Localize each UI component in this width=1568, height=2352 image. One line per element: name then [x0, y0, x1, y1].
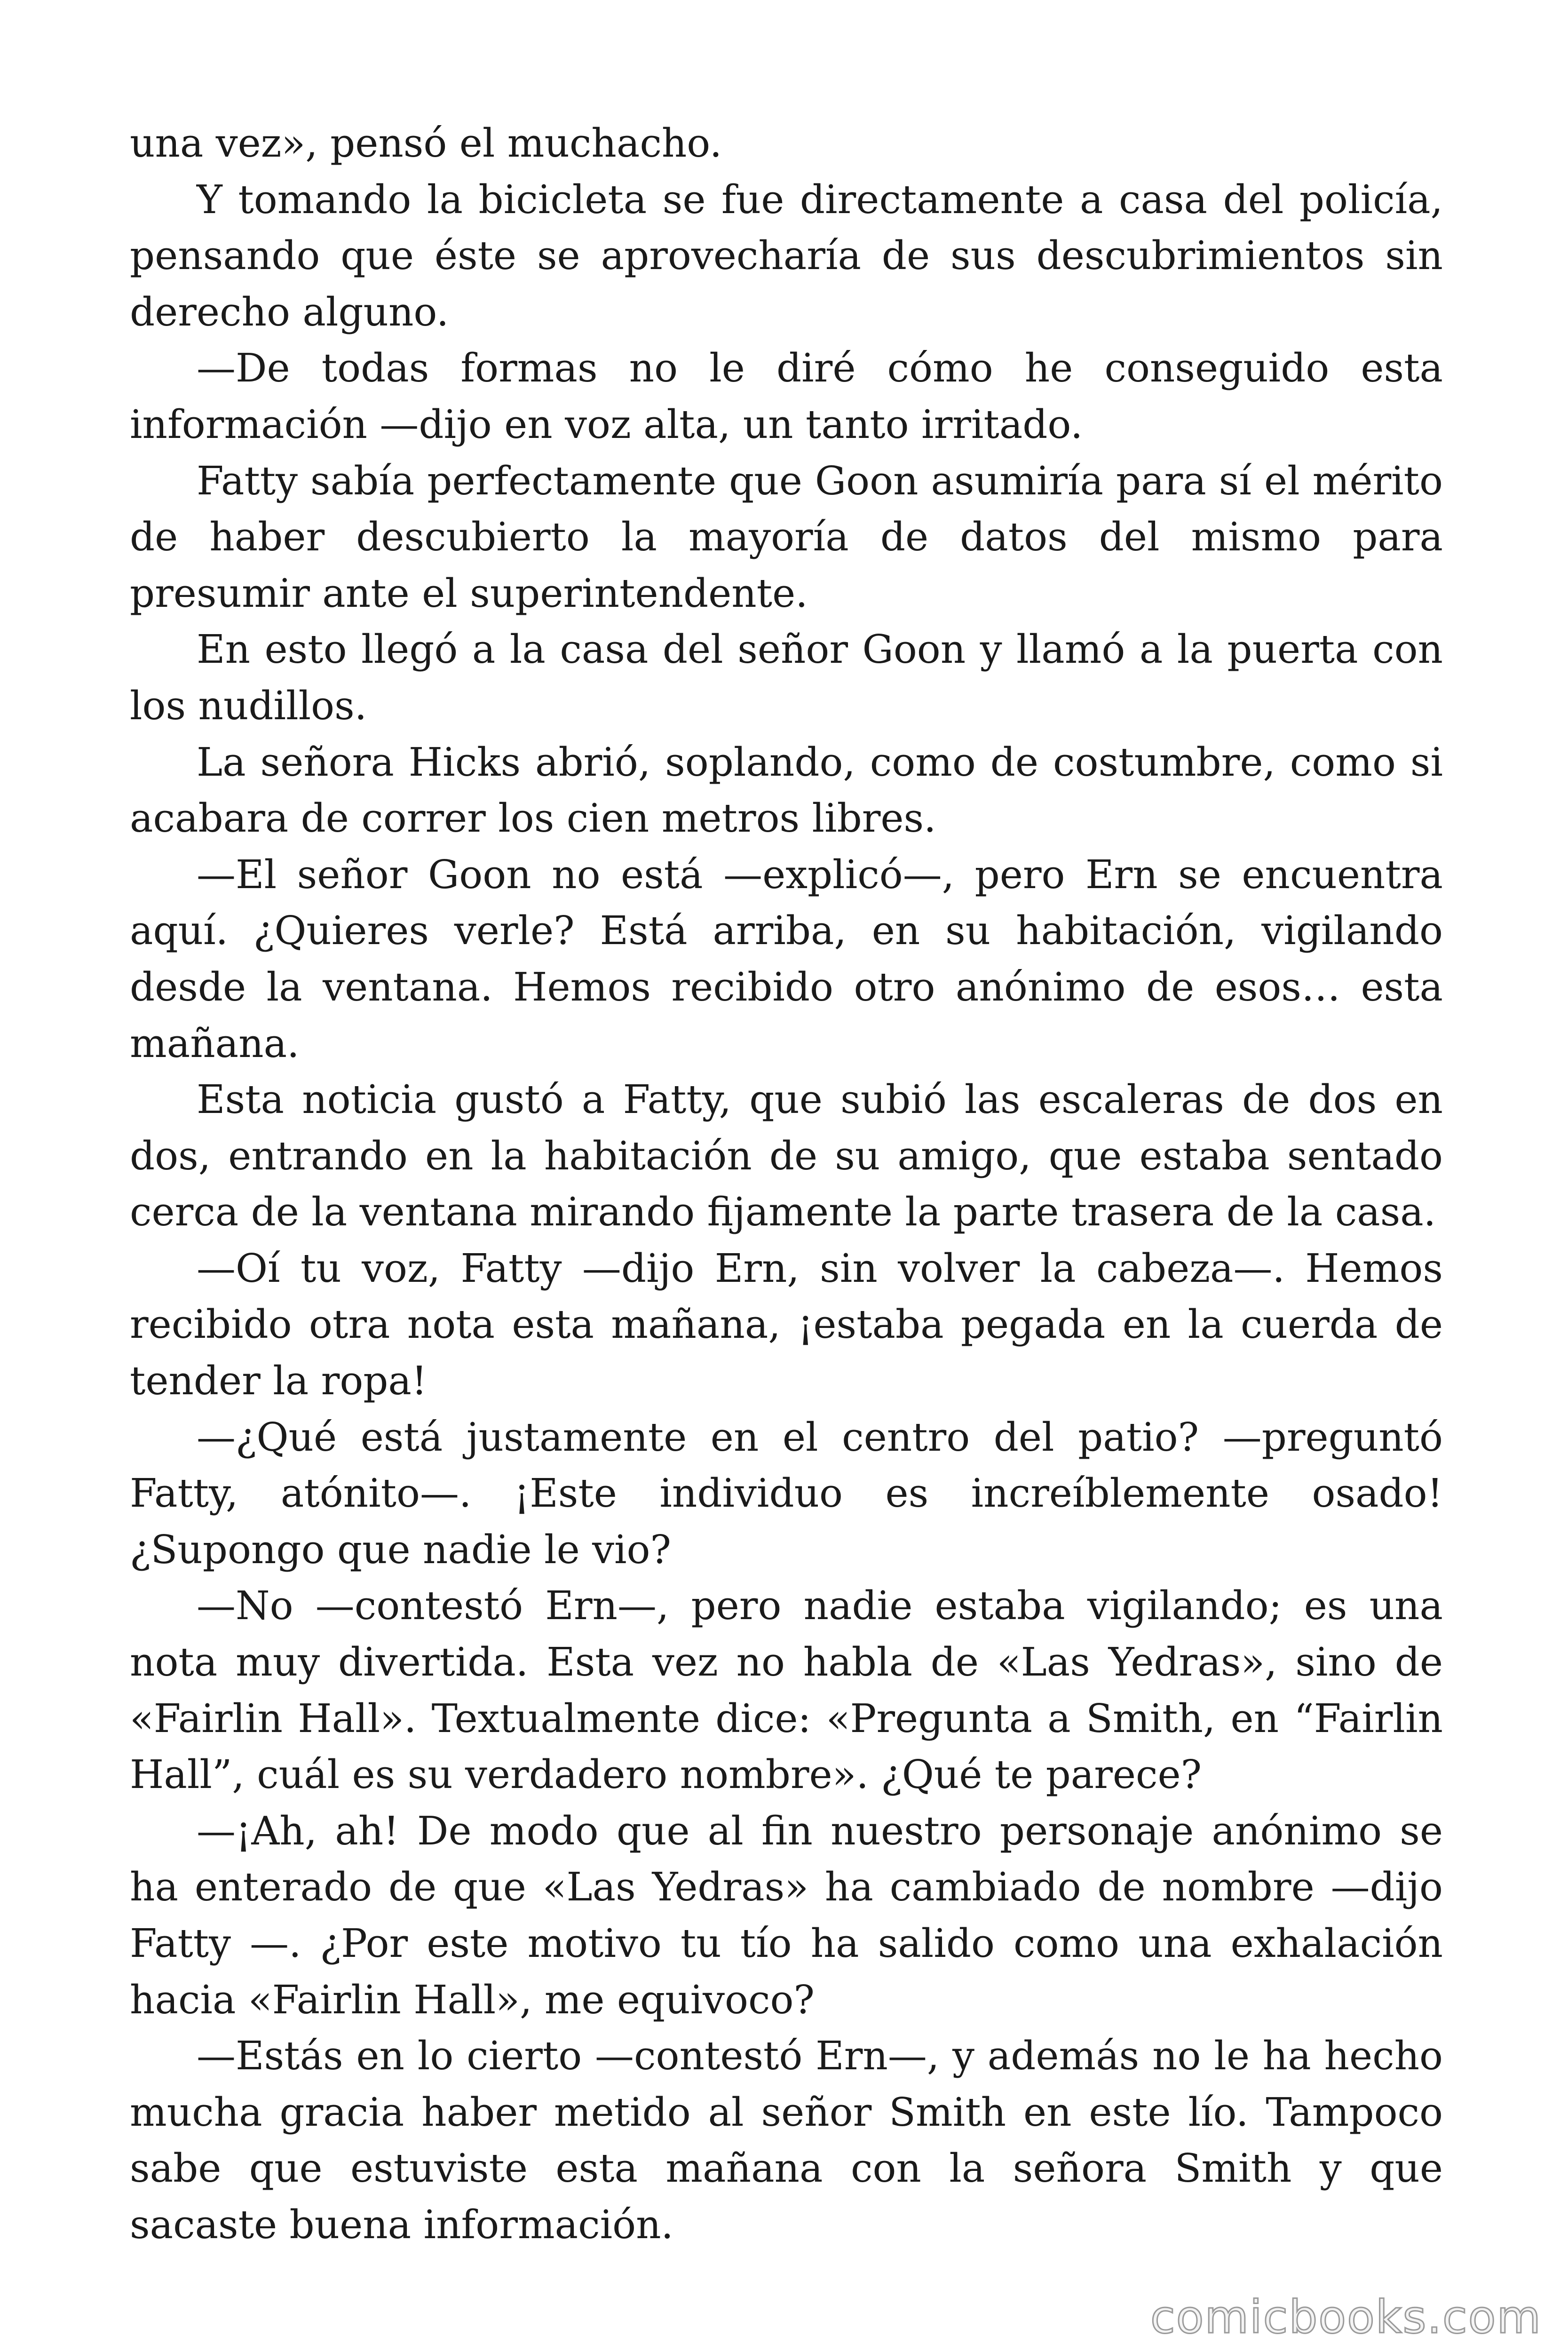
paragraph: En esto llegó a la casa del señor Goon y llamó a la puerta con los nudillos.	[130, 627, 1443, 729]
paragraph: —De todas formas no le diré cómo he conseguido esta información —dijo en voz alta, un tanto irritado.	[130, 345, 1443, 447]
paragraph: —¿Qué está justamente en el centro del patio? —preguntó Fatty, atónito—. ¡Este individuo es increíblemente osado! ¿Supongo que nadie le vio?	[130, 1414, 1443, 1573]
watermark: comicbooks.com	[1150, 2291, 1542, 2344]
paragraph: La señora Hicks abrió, soplando, como de costumbre, como si acabara de correr los cien metros libres.	[130, 739, 1443, 842]
paragraph: —No —contestó Ern—, pero nadie estaba vigilando; es una nota muy divertida. Esta vez no habla de «Las Yedras», sino de «Fairlin Hall». Textualmente dice: «Pregunta a Smith, en “Fairlin Hall”, cuál es su verdadero nombre». ¿Qué te parece?	[130, 1583, 1443, 1798]
paragraph: Y tomando la bicicleta se fue directamente a casa del policía, pensando que éste se aprovecharía de sus descubrimientos sin derecho alguno.	[130, 176, 1443, 335]
paragraph: —Oí tu voz, Fatty —dijo Ern, sin volver la cabeza—. Hemos recibido otra nota esta mañana, ¡estaba pegada en la cuerda de tender la ropa!	[130, 1245, 1443, 1404]
paragraph: —El señor Goon no está —explicó—, pero Ern se encuentra aquí. ¿Quieres verle? Está arriba, en su habitación, vigilando desde la ventana. Hemos recibido otro anónimo de esos… esta mañana.	[130, 851, 1443, 1066]
paragraph: —¡Ah, ah! De modo que al fin nuestro personaje anónimo se ha enterado de que «Las Yedras» ha cambiado de nombre —dijo Fatty —. ¿Por este motivo tu tío ha salido como una exhalación hacia «Fairlin Hall», me equivoco?	[130, 1808, 1443, 2023]
book-page-text	[130, 115, 1443, 2253]
paragraph: —Estás en lo cierto —contestó Ern—, y además no le ha hecho mucha gracia haber metido al señor Smith en este lío. Tampoco sabe que estuviste esta mañana con la señora Smith y que sacaste buena información.	[130, 2033, 1443, 2248]
paragraph: Fatty sabía perfectamente que Goon asumiría para sí el mérito de haber descubierto la mayoría de datos del mismo para presumir ante el superintendente.	[130, 458, 1443, 616]
paragraph: una vez», pensó el muchacho.	[130, 120, 722, 166]
paragraph: Esta noticia gustó a Fatty, que subió las escaleras de dos en dos, entrando en la habitación de su amigo, que estaba sentado cerca de la ventana mirando fijamente la parte trasera de la casa.	[130, 1077, 1443, 1235]
